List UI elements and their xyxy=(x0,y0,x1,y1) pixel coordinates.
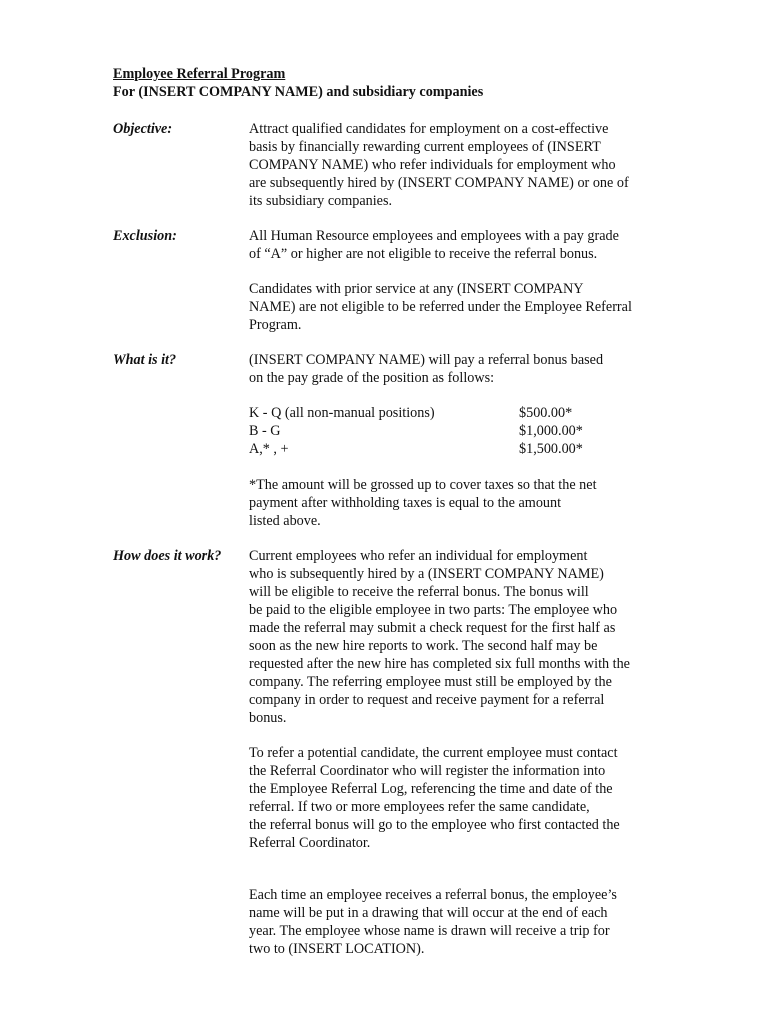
bonus-row xyxy=(249,404,609,422)
how-does-it-work-paragraph: To refer a potential candidate, the current employee must contact the Referral Coordinator who will register the information into the Employee Referral Log, referencing the time and date of the referral. If two or more employees refer the same candidate, the referral bonus will go to the employee who first contacted the Referral Coordinator. xyxy=(249,745,620,851)
objective-label: Objective: xyxy=(113,121,173,137)
what-is-it-paragraph: (INSERT COMPANY NAME) will pay a referral bonus based on the pay grade of the position as follows: xyxy=(249,352,604,386)
exclusion-paragraph: All Human Resource employees and employees with a pay grade of “A” or higher are not eligible to receive the referral bonus. xyxy=(249,228,619,262)
exclusion-label: Exclusion: xyxy=(113,228,177,244)
what-is-it-label: What is it? xyxy=(113,352,177,368)
how-does-it-work-label: How does it work? xyxy=(113,548,222,564)
pay-grade: K - Q (all non-manual positions) xyxy=(249,405,435,421)
bonus-row xyxy=(249,422,609,440)
bonus-table xyxy=(249,404,609,458)
pay-grade: B - G xyxy=(249,423,281,439)
exclusion-paragraph: Candidates with prior service at any (INSERT COMPANY NAME) are not eligible to be referred under the Employee Referral Program. xyxy=(249,281,632,333)
objective-paragraph: Attract qualified candidates for employment on a cost-effective basis by financially rewarding current employees of (INSERT COMPANY NAME) who refer individuals for employment who are subsequently hired by (INSERT COMPANY NAME) or one of its subsidiary companies. xyxy=(249,121,629,209)
document-header xyxy=(113,65,483,101)
bonus-amount: $500.00* xyxy=(519,405,573,421)
bonus-amount: $1,000.00* xyxy=(519,423,583,439)
bonus-row xyxy=(249,440,609,458)
document-title: Employee Referral Program xyxy=(113,66,286,82)
how-does-it-work-paragraph: Each time an employee receives a referral bonus, the employee’s name will be put in a drawing that will occur at the end of each year. The employee whose name is drawn will receive a trip for two to (INSERT LOCATION). xyxy=(249,887,617,957)
how-does-it-work-paragraph: Current employees who refer an individual for employment who is subsequently hired by a (INSERT COMPANY NAME) will be eligible to receive the referral bonus. The bonus will be paid to the eligible employee in two parts: The employee who made the referral may submit a check request for the first half as soon as the new hire reports to work. The second half may be requested after the new hire has completed six full months with the company. The referring employee must still be employed by the company in order to request and receive payment for a referral bonus. xyxy=(249,548,630,726)
document-subtitle: For (INSERT COMPANY NAME) and subsidiary companies xyxy=(113,84,484,100)
bonus-amount: $1,500.00* xyxy=(519,441,583,457)
pay-grade: A,* , + xyxy=(249,441,289,457)
tax-footnote: *The amount will be grossed up to cover taxes so that the net payment after withholding taxes is equal to the amount listed above. xyxy=(249,477,597,529)
